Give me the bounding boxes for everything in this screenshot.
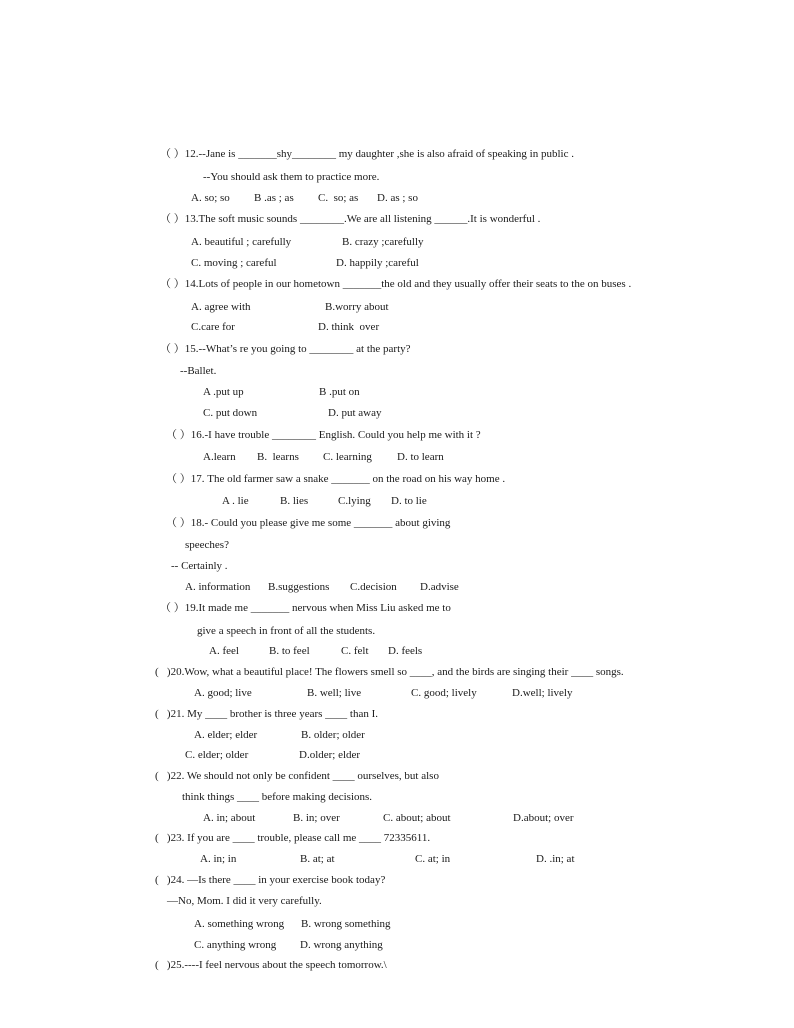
question-14-option-b: B.worry about <box>325 301 389 313</box>
question-18-option-c: C.decision <box>350 581 397 593</box>
question-13-option-a: A. beautiful ; carefully <box>191 236 292 248</box>
question-15-option-a: A .put up <box>203 386 244 398</box>
question-16-option-d: D. to learn <box>397 451 444 463</box>
question-12-stem: （ ）12.--Jane is _______shy________ my daughter ,she is also afraid of speaking in public . <box>160 148 574 160</box>
question-16-stem: （ ）16.-I have trouble ________ English. Could you help me with it ? <box>166 429 481 441</box>
question-17-option-a: A . lie <box>222 495 249 507</box>
question-22-option-c: C. about; about <box>383 812 451 824</box>
question-21-option-a: A. elder; elder <box>194 729 258 741</box>
question-19-stem: （ ）19.It made me _______ nervous when Miss Liu asked me to <box>160 602 451 614</box>
question-18-stem-line-2: speeches? <box>185 539 229 551</box>
question-18-stem: （ ）18.- Could you please give me some _______ about giving <box>166 517 451 529</box>
question-20-option-b: B. well; live <box>307 687 362 699</box>
question-19-option-b: B. to feel <box>269 645 310 657</box>
question-15-option-c: C. put down <box>203 407 258 419</box>
question-15-option-d: D. put away <box>328 407 382 419</box>
question-24-option-a: A. something wrong <box>194 918 285 930</box>
question-24-option-d: D. wrong anything <box>300 939 383 951</box>
question-22-option-a: A. in; about <box>203 812 256 824</box>
question-24-stem-line-2: —No, Mom. I did it very carefully. <box>167 895 322 907</box>
question-13-option-c: C. moving ; careful <box>191 257 277 269</box>
question-20-stem: ( )20.Wow, what a beautiful place! The flowers smell so ____, and the birds are singing their ____ songs. <box>155 666 624 678</box>
question-23-option-c: C. at; in <box>415 853 451 865</box>
question-18-option-b: B.suggestions <box>268 581 330 593</box>
question-21-stem: ( )21. My ____ brother is three years ____ than I. <box>155 708 379 720</box>
question-18-option-d: D.advise <box>420 581 459 593</box>
question-24-option-b: B. wrong something <box>301 918 391 930</box>
question-14-stem: （ ）14.Lots of people in our hometown _______the old and they usually offer their seats to the on buses . <box>160 278 632 290</box>
question-12-option-a: A. so; so <box>191 192 230 204</box>
question-21-option-d: D.older; elder <box>299 749 361 761</box>
question-16-option-c: C. learning <box>323 451 372 463</box>
question-18-option-a: A. information <box>185 581 251 593</box>
question-14-option-d: D. think over <box>318 321 380 333</box>
question-21-option-b: B. older; older <box>301 729 365 741</box>
question-24-stem: ( )24. —Is there ____ in your exercise book today? <box>155 874 386 886</box>
question-14-option-a: A. agree with <box>191 301 251 313</box>
question-25-stem: ( )25.----I feel nervous about the speech tomorrow.\ <box>155 959 387 971</box>
question-15-stem: （ ）15.--What’s re you going to ________ at the party? <box>160 343 411 355</box>
question-23-stem: ( )23. If you are ____ trouble, please call me ____ 72335611. <box>155 832 431 844</box>
question-18-stem-line-3: -- Certainly . <box>171 560 228 572</box>
question-23-option-b: B. at; at <box>300 853 335 865</box>
question-17-option-d: D. to lie <box>391 495 427 507</box>
question-13-stem: （ ）13.The soft music sounds ________.We are all listening ______.It is wonderful . <box>160 213 541 225</box>
question-19-option-d: D. feels <box>388 645 423 657</box>
question-22-option-d: D.about; over <box>513 812 574 824</box>
question-17-stem: （ ）17. The old farmer saw a snake _______ on the road on his way home . <box>166 473 506 485</box>
question-12-stem-line-2: --You should ask them to practice more. <box>203 171 380 183</box>
question-19-option-a: A. feel <box>209 645 239 657</box>
question-24-option-c: C. anything wrong <box>194 939 277 951</box>
question-13-option-d: D. happily ;careful <box>336 257 419 269</box>
question-22-stem: ( )22. We should not only be confident ____ ourselves, but also <box>155 770 439 782</box>
question-23-option-d: D. .in; at <box>536 853 575 865</box>
question-16-option-b: B. learns <box>257 451 299 463</box>
question-20-option-a: A. good; live <box>194 687 252 699</box>
question-22-stem-line-2: think things ____ before making decisions. <box>182 791 373 803</box>
question-12-option-b: B .as ; as <box>254 192 294 204</box>
question-20-option-c: C. good; lively <box>411 687 477 699</box>
question-19-stem-line-2: give a speech in front of all the students. <box>197 625 376 637</box>
question-20-option-d: D.well; lively <box>512 687 573 699</box>
question-17-option-c: C.lying <box>338 495 371 507</box>
question-17-option-b: B. lies <box>280 495 309 507</box>
question-23-option-a: A. in; in <box>200 853 237 865</box>
question-21-option-c: C. elder; older <box>185 749 249 761</box>
question-15-option-b: B .put on <box>319 386 360 398</box>
question-14-option-c: C.care for <box>191 321 235 333</box>
question-19-option-c: C. felt <box>341 645 369 657</box>
question-15-stem-line-2: --Ballet. <box>180 365 217 377</box>
question-13-option-b: B. crazy ;carefully <box>342 236 424 248</box>
question-16-option-a: A.learn <box>203 451 236 463</box>
question-12-option-d: D. as ; so <box>377 192 418 204</box>
question-12-option-c: C. so; as <box>318 192 359 204</box>
question-22-option-b: B. in; over <box>293 812 340 824</box>
